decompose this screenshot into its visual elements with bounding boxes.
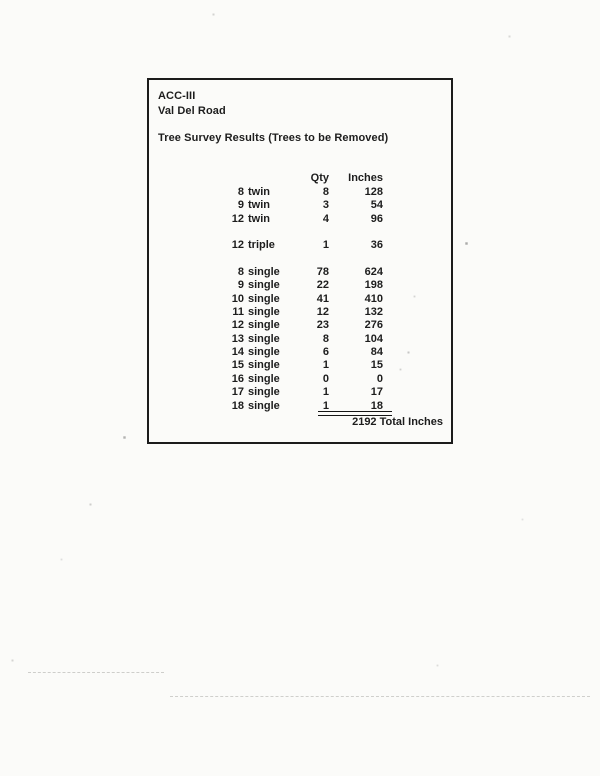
row-type: single	[248, 359, 280, 372]
table-row	[149, 346, 451, 359]
table-row	[149, 319, 451, 332]
table-row	[149, 386, 451, 399]
table-row	[149, 279, 451, 292]
row-size: 15	[231, 359, 244, 372]
row-inches: 132	[364, 306, 383, 319]
row-type: single	[248, 386, 280, 399]
row-qty: 78	[316, 266, 329, 279]
row-qty: 23	[316, 319, 329, 332]
row-type: single	[248, 346, 280, 359]
scan-noise-specks	[0, 0, 1, 1]
qty-column-header: Qty	[310, 172, 329, 184]
row-qty: 4	[322, 212, 329, 225]
table-row	[149, 199, 451, 212]
row-type: single	[248, 399, 280, 412]
row-size: 14	[231, 346, 244, 359]
inches-column-header: Inches	[348, 172, 383, 184]
row-size: 9	[237, 199, 244, 212]
row-size: 12	[231, 239, 244, 252]
table-row	[149, 293, 451, 306]
row-type: single	[248, 372, 280, 385]
row-inches: 17	[370, 386, 383, 399]
row-type: single	[248, 332, 280, 345]
row-type: single	[248, 279, 280, 292]
table-row	[149, 266, 451, 279]
row-size: 9	[237, 279, 244, 292]
row-size: 12	[231, 319, 244, 332]
row-size: 12	[231, 212, 244, 225]
table-row	[149, 400, 451, 413]
table-row	[149, 373, 451, 386]
row-inches: 624	[364, 266, 383, 279]
total-row	[149, 416, 451, 430]
row-type: twin	[248, 212, 270, 225]
row-inches: 84	[370, 346, 383, 359]
row-qty: 1	[322, 239, 329, 252]
table-row	[149, 186, 451, 199]
table-row	[149, 213, 451, 226]
row-size: 8	[237, 266, 244, 279]
row-inches: 36	[370, 239, 383, 252]
row-qty: 8	[322, 332, 329, 345]
row-qty: 1	[322, 399, 329, 412]
row-inches: 104	[364, 332, 383, 345]
row-inches: 15	[370, 359, 383, 372]
row-type: twin	[248, 186, 270, 198]
row-qty: 6	[322, 346, 329, 359]
row-size: 16	[231, 372, 244, 385]
row-type: twin	[248, 199, 270, 212]
row-type: single	[248, 306, 280, 319]
row-type: single	[248, 266, 280, 279]
survey-document-box	[147, 78, 453, 444]
scan-artifact-line-bottom	[170, 696, 590, 697]
row-inches: 0	[376, 372, 383, 385]
row-qty: 41	[316, 292, 329, 305]
table-row	[149, 359, 451, 372]
row-size: 8	[237, 186, 244, 198]
scan-artifact-line-top	[28, 672, 164, 673]
row-inches: 96	[370, 212, 383, 225]
total-label: Total Inches	[379, 416, 443, 428]
row-qty: 8	[322, 186, 329, 198]
table-row	[149, 333, 451, 346]
row-qty: 1	[322, 386, 329, 399]
row-inches: 18	[370, 399, 383, 412]
row-size: 13	[231, 332, 244, 345]
row-group-spacer	[149, 253, 451, 266]
row-type: single	[248, 292, 280, 305]
row-qty: 12	[316, 306, 329, 319]
tree-table-rows	[149, 186, 451, 413]
table-header-row	[149, 172, 451, 185]
document-title: Tree Survey Results (Trees to be Removed)	[158, 132, 389, 144]
total-inches-text	[299, 416, 443, 429]
project-code: ACC-III	[158, 90, 196, 102]
row-size: 11	[232, 306, 244, 319]
row-qty: 22	[316, 279, 329, 292]
row-inches: 276	[364, 319, 383, 332]
row-qty: 1	[322, 359, 329, 372]
row-size: 10	[231, 292, 244, 305]
row-inches: 128	[364, 186, 383, 198]
total-value: 2192	[352, 416, 377, 428]
row-size: 17	[231, 386, 244, 399]
project-road-name: Val Del Road	[158, 105, 226, 117]
row-inches: 54	[370, 199, 383, 212]
row-group-spacer	[149, 226, 451, 239]
row-qty: 3	[322, 199, 329, 212]
row-inches: 410	[364, 292, 383, 305]
row-type: single	[248, 319, 280, 332]
row-type: triple	[248, 239, 275, 252]
row-inches: 198	[364, 279, 383, 292]
table-row	[149, 239, 451, 252]
table-row	[149, 306, 451, 319]
row-qty: 0	[322, 372, 329, 385]
row-size: 18	[231, 399, 244, 412]
